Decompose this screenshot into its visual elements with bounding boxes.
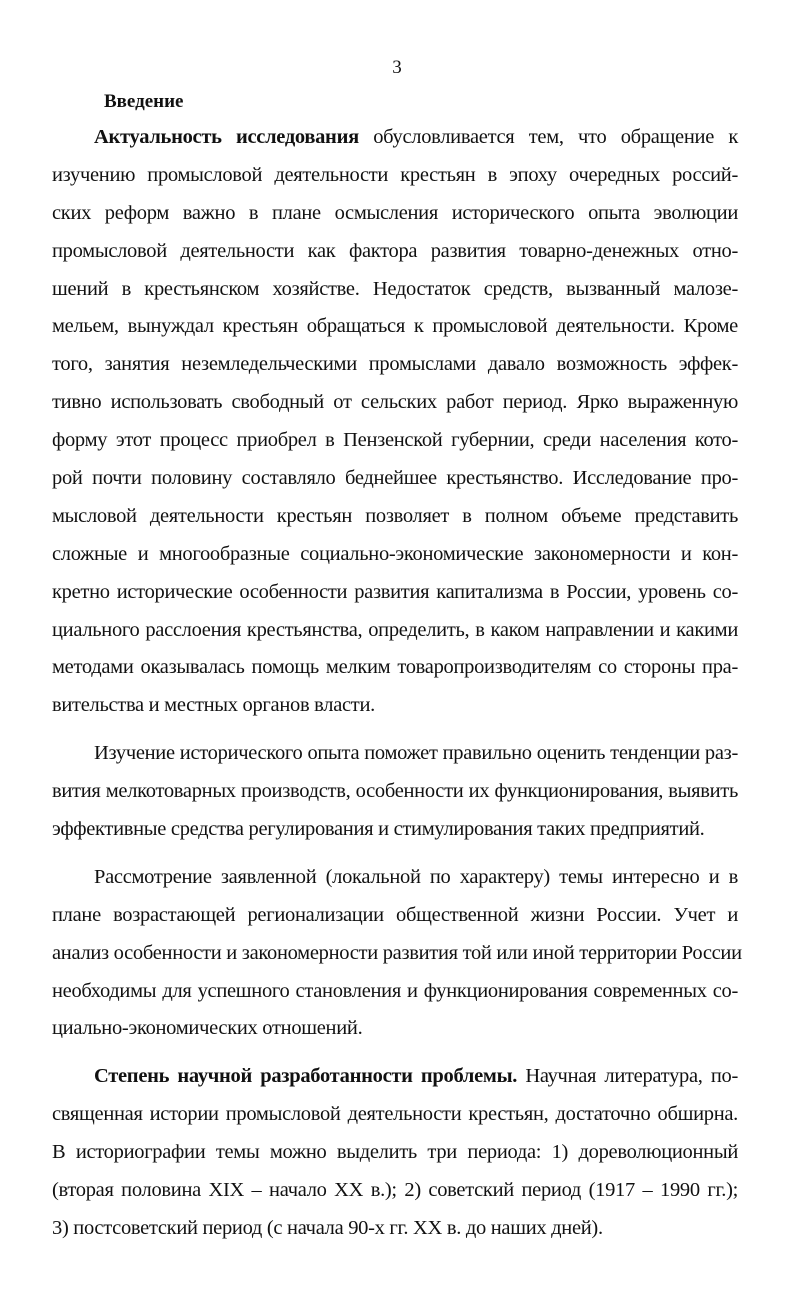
text-line: Изучение исторического опыта поможет правильно оценить тенденции раз- [94, 742, 738, 765]
paragraph-relevance [52, 119, 738, 725]
body-text [52, 119, 742, 1248]
page-number: 3 [392, 57, 402, 78]
text-line: Актуальность исследования обусловливается тем, что обращение к [94, 126, 738, 148]
paragraph-spacer [52, 725, 738, 735]
text-line: методами оказывалась помощь мелким товаропроизводителям со стороны пра- [52, 656, 738, 679]
text-line: рой почти половину составляло беднейшее крестьянство. Исследование про- [52, 467, 738, 490]
paragraph-lead: Степень научной разработанности проблемы. [94, 1065, 518, 1088]
text-line: промысловой деятельности как фактора развития товарно-денежных отно- [52, 239, 738, 262]
text-line: ских реформ важно в плане осмысления исторического опыта эволюции [52, 201, 738, 224]
paragraph-spacer [52, 1048, 738, 1058]
text-line: (вторая половина XIX – начало XX в.); 2) советский период (1917 – 1990 гг.); [52, 1179, 738, 1202]
paragraph-regionalization [52, 859, 742, 1048]
text-line: В историографии темы можно выделить три периода: 1) дореволюционный [52, 1141, 738, 1164]
text-line: циально-экономических отношений. [52, 1017, 363, 1040]
text-line: изучению промысловой деятельности крестьян в эпоху очередных россий- [52, 163, 738, 186]
text-line: тивно использовать свободный от сельских работ период. Ярко выраженную [52, 391, 738, 414]
paragraph-spacer [52, 849, 738, 859]
text-line: плане возрастающей регионализации общественной жизни России. Учет и [52, 903, 738, 926]
text-line: эффективные средства регулирования и стимулирования таких предприятий. [52, 818, 705, 841]
text-line: циального расслоения крестьянства, определить, в каком направлении и какими [52, 618, 738, 641]
text-line: кретно исторические особенности развития капитализма в России, уровень со- [52, 580, 738, 603]
text-line: Рассмотрение заявленной (локальной по характеру) темы интересно и в [94, 865, 738, 888]
section-heading: Введение [104, 91, 184, 112]
paragraph-research-degree [52, 1058, 738, 1247]
text-line: мысловой деятельности крестьян позволяет в полном объеме представить [52, 504, 738, 527]
text-line: священная истории промысловой деятельности крестьян, достаточно обширна. [52, 1103, 738, 1126]
paragraph-lead: Актуальность исследования [94, 126, 359, 148]
text-line: того, занятия неземледельческими промыслами давало возможность эффек- [52, 353, 738, 376]
text-line: форму этот процесс приобрел в Пензенской губернии, среди населения кото- [52, 429, 738, 452]
paragraph-historical-experience [52, 735, 738, 849]
text-line: вительства и местных органов власти. [52, 694, 375, 717]
text-line: 3) постсоветский период (с начала 90-х гг. XX в. до наших дней). [52, 1216, 603, 1239]
text-line: анализ особенности и закономерности развития той или иной территории России [52, 941, 742, 964]
text-line: шений в крестьянском хозяйстве. Недостаток средств, вызванный малозе- [52, 277, 738, 300]
text-line: вития мелкотоварных производств, особенности их функционирования, выявить [52, 780, 738, 803]
text-line: необходимы для успешного становления и функционирования современных со- [52, 979, 738, 1002]
text-line: Степень научной разработанности проблемы. Научная литература, по- [94, 1065, 738, 1088]
text-line: мельем, вынуждал крестьян обращаться к промысловой деятельности. Кроме [52, 315, 738, 338]
text-line: сложные и многообразные социально-экономические закономерности и кон- [52, 542, 738, 565]
